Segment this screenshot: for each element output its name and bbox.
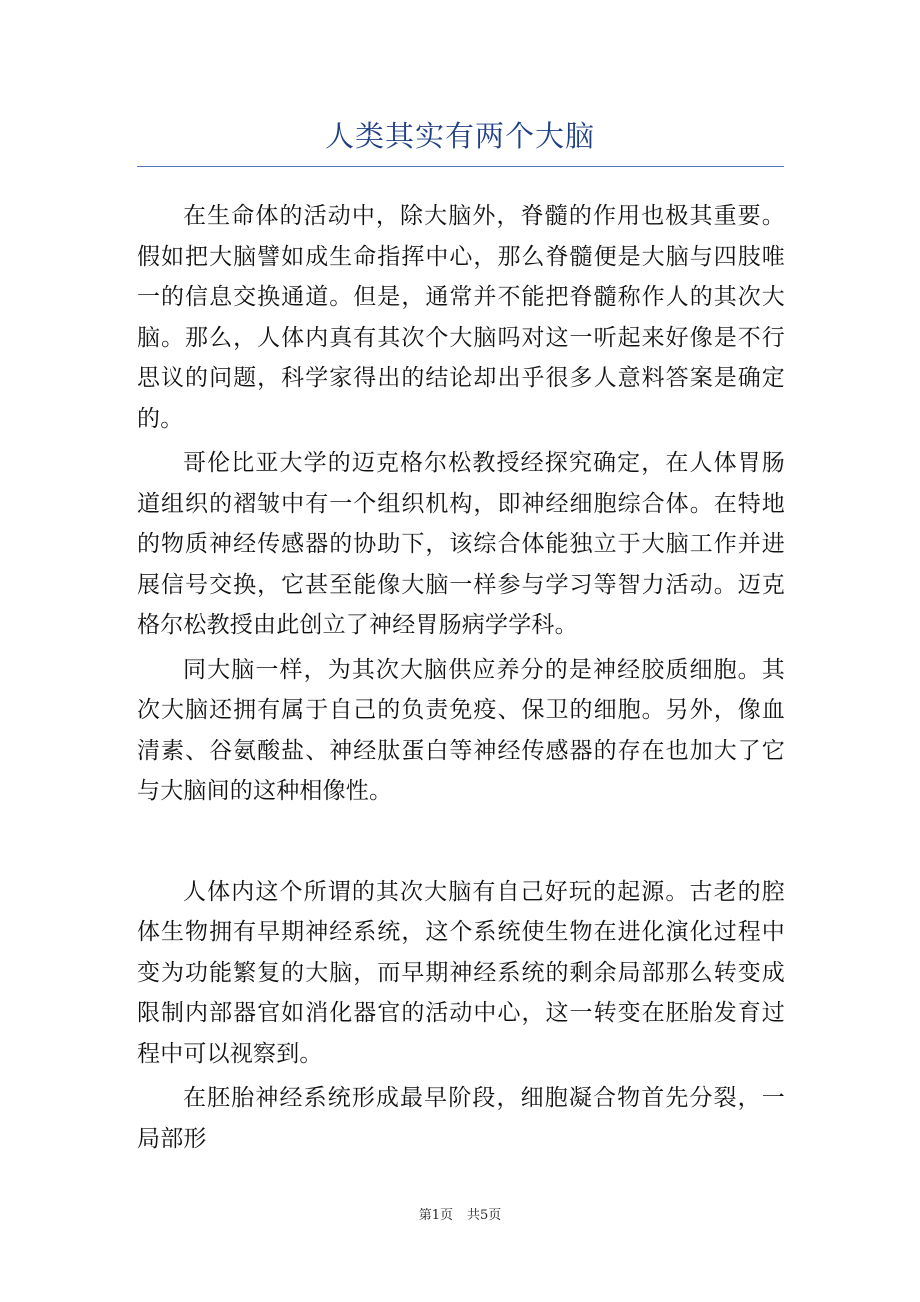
paragraph: 人体内这个所谓的其次大脑有自己好玩的起源。古老的腔体生物拥有早期神经系统，这个系统使生物在进化演化过程中变为功能繁复的大脑，而早期神经系统的剩余局部那么转变成限制内部器官如消化器官的活动中心，这一转变在胚胎发育过程中可以视察到。 — [137, 878, 785, 1067]
page-number: 第1页 — [418, 1208, 453, 1223]
page-footer — [0, 1206, 920, 1226]
document-title: 人类其实有两个大脑 — [324, 119, 595, 153]
document-body — [137, 196, 785, 1163]
paragraph: 同大脑一样，为其次大脑供应养分的是神经胶质细胞。其次大脑还拥有属于自己的负责免疫、保卫的细胞。另外，像血清素、谷氨酸盐、神经肽蛋白等神经传感器的存在也加大了它与大脑间的这种相像性。 — [137, 656, 785, 804]
page-total: 共5页 — [467, 1208, 502, 1223]
paragraph: 哥伦比亚大学的迈克格尔松教授经探究确定，在人体胃肠道组织的褶皱中有一个组织机构，即神经细胞综合体。在特地的物质神经传感器的协助下，该综合体能独立于大脑工作并进展信号交换，它甚至能像大脑一样参与学习等智力活动。迈克格尔松教授由此创立了神经胃肠病学学科。 — [137, 450, 785, 638]
paragraph: 在生命体的活动中，除大脑外，脊髓的作用也极其重要。假如把大脑譬如成生命指挥中心，那么脊髓便是大脑与四肢唯一的信息交换通道。但是，通常并不能把脊髓称作人的其次大脑。那么，人体内真有其次个大脑吗对这一听起来好像是不行思议的问题，科学家得出的结论却出乎很多人意料答案是确定的。 — [137, 203, 785, 432]
title-underline — [137, 166, 784, 167]
paragraph: 在胚胎神经系统形成最早阶段，细胞凝合物首先分裂，一局部形 — [137, 1085, 785, 1152]
